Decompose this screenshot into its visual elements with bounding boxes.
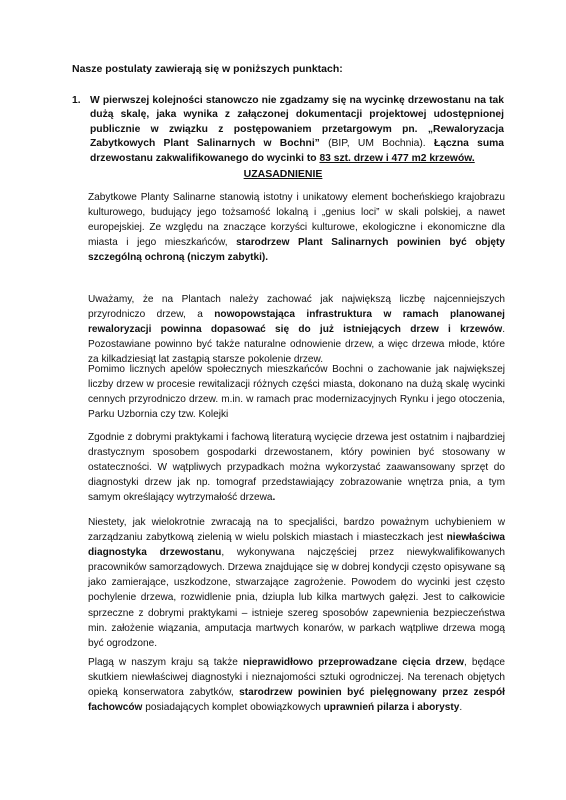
point-text-c: Łączna suma drzewostanu zakwalifikowanego do wycinki to bbox=[90, 138, 504, 164]
paragraph-5 bbox=[88, 515, 505, 651]
p4-text: Zgodnie z dobrymi praktykami i fachową literaturą wycięcie drzewa jest ostatnim i najbardziej drastycznym sposobem gospodarki drzewostanem, który powinien być stosowany w ostateczności. W wątpliwych przypadkach można wykorzystać zaawansowany sprzęt do diagnostyki drzew jak np. tomograf przedstawiający zobrazowanie wnętrza pnia, a tym samym określający wytrzymałość drzewa bbox=[88, 432, 505, 504]
intro-line: Nasze postulaty zawierają się w poniższych punktach: bbox=[72, 63, 343, 75]
paragraph-4 bbox=[88, 430, 505, 505]
p6-text-3: posiadających komplet obowiązkowych bbox=[142, 702, 324, 714]
p6-bold-3: uprawnień pilarza i aborysty bbox=[323, 702, 460, 714]
paragraph-1 bbox=[88, 190, 505, 265]
p5-bold: niewłaściwa diagnostyka drzewostanu bbox=[88, 532, 505, 559]
p6-text-2: , będące skutkiem niewłaściwej diagnostyki i nieznajomości sztuki ogrodniczej. Na terenach objętych opieką konserwatora zabytków, bbox=[88, 657, 506, 699]
p6-text-4: . bbox=[459, 702, 463, 714]
point-text-a: W pierwszej kolejności stanowczo nie zgadzamy się na wycinkę drzewostanu na tak dużą skalę, jaka wynika z załączonej dokumentacji projektowej udostępnionej publicznie w związku z postępowaniem przetargowym pn. „Rewaloryzacja Zabytkowych Plant Salinarnych w Bochni” bbox=[90, 95, 504, 150]
p3-text: Pomimo licznych apelów społecznych mieszkańców Bochni o zachowanie jak największej liczby drzew w procesie rewitalizacji różnych części miasta, dokonano na dużą skalę wycinki cennych przyrodniczo drzew. m.in. w ramach prac modernizacyjnych Rynku i jego otoczenia, Parku Uzbornia czy tzw. Kolejki bbox=[88, 364, 505, 421]
p6-bold-1: nieprawidłowo przeprowadzane cięcia drzew bbox=[242, 657, 465, 668]
paragraph-6 bbox=[88, 655, 505, 715]
postulate-point-1 bbox=[72, 94, 504, 166]
p6-text-1: Plagą w naszym kraju są także bbox=[88, 657, 243, 668]
paragraph-2 bbox=[88, 292, 505, 367]
paragraph-3 bbox=[88, 362, 505, 422]
p2-text-1: Uważamy, że na Plantach należy zachować jak największą liczbę najcenniejszych przyrodniczo drzew, a bbox=[88, 294, 505, 321]
p5-text-1: Niestety, jak wielokrotnie zwracają na to specjaliści, bardzo poważnym uchybieniem w zarządzaniu zabytkową zielenią w wielu polskich miastach i miasteczkach jest bbox=[88, 517, 505, 544]
point-text-b: (BIP, UM Bochnia). bbox=[319, 138, 434, 150]
p1-text: Zabytkowe Planty Salinarne stanowią istotny i unikatowy element bocheńskiego krajobrazu kulturowego, budujący jego tożsamość lokalną i „genius loci” w skali polskiej, a nawet europejskiej. Ze względu na znaczące korzyści kulturowe, ekologiczne i ekonomiczne dla miasta i jego mieszkańców, bbox=[88, 192, 505, 249]
point-text bbox=[90, 94, 504, 166]
p4-bold: . bbox=[272, 492, 276, 504]
point-count: 83 szt. drzew i 477 m2 krzewów. bbox=[319, 152, 475, 164]
p5-text-2: , wykonywana najczęściej przez niewykwalifikowanych pracowników samorządowych. Drzewa znajdujące się w dobrej kondycji często opisywane są jako zamierające, uszkodzone, stwarzające zagrożenie. Powodem do wycinki jest często pochylenie drzewa, rozwidlenie pnia, dziupla lub kilka martwych gałęzi. Jest to całkowicie sprzeczne z dobrymi praktykami – istnieje szereg sposobów zapewnienia bezpieczeństwa min. założenie wiązania, amputacja martwych konarów, w parkach wątpliwe drzewa mogą być ogrodzone. bbox=[88, 547, 505, 649]
p2-bold: nowopowstająca infrastruktura w ramach planowanej rewaloryzacji powinna dopasować się do już istniejących drzew i krzewów bbox=[88, 309, 505, 336]
section-heading: UZASADNIENIE bbox=[243, 168, 323, 180]
p1-bold: starodrzew Plant Salinarnych powinien być objęty szczególną ochroną (niczym zabytki). bbox=[88, 237, 505, 264]
p2-text-2: . Pozostawiane powinno być także naturalne odnowienie drzew, a więc drzewa młode, które za kilkadziesiąt lat zastąpią starsze pokolenie drzew. bbox=[88, 324, 505, 366]
p6-bold-2: starodrzew powinien być pielęgnowany przez zespół fachowców bbox=[88, 687, 505, 714]
point-number: 1. bbox=[72, 95, 81, 106]
